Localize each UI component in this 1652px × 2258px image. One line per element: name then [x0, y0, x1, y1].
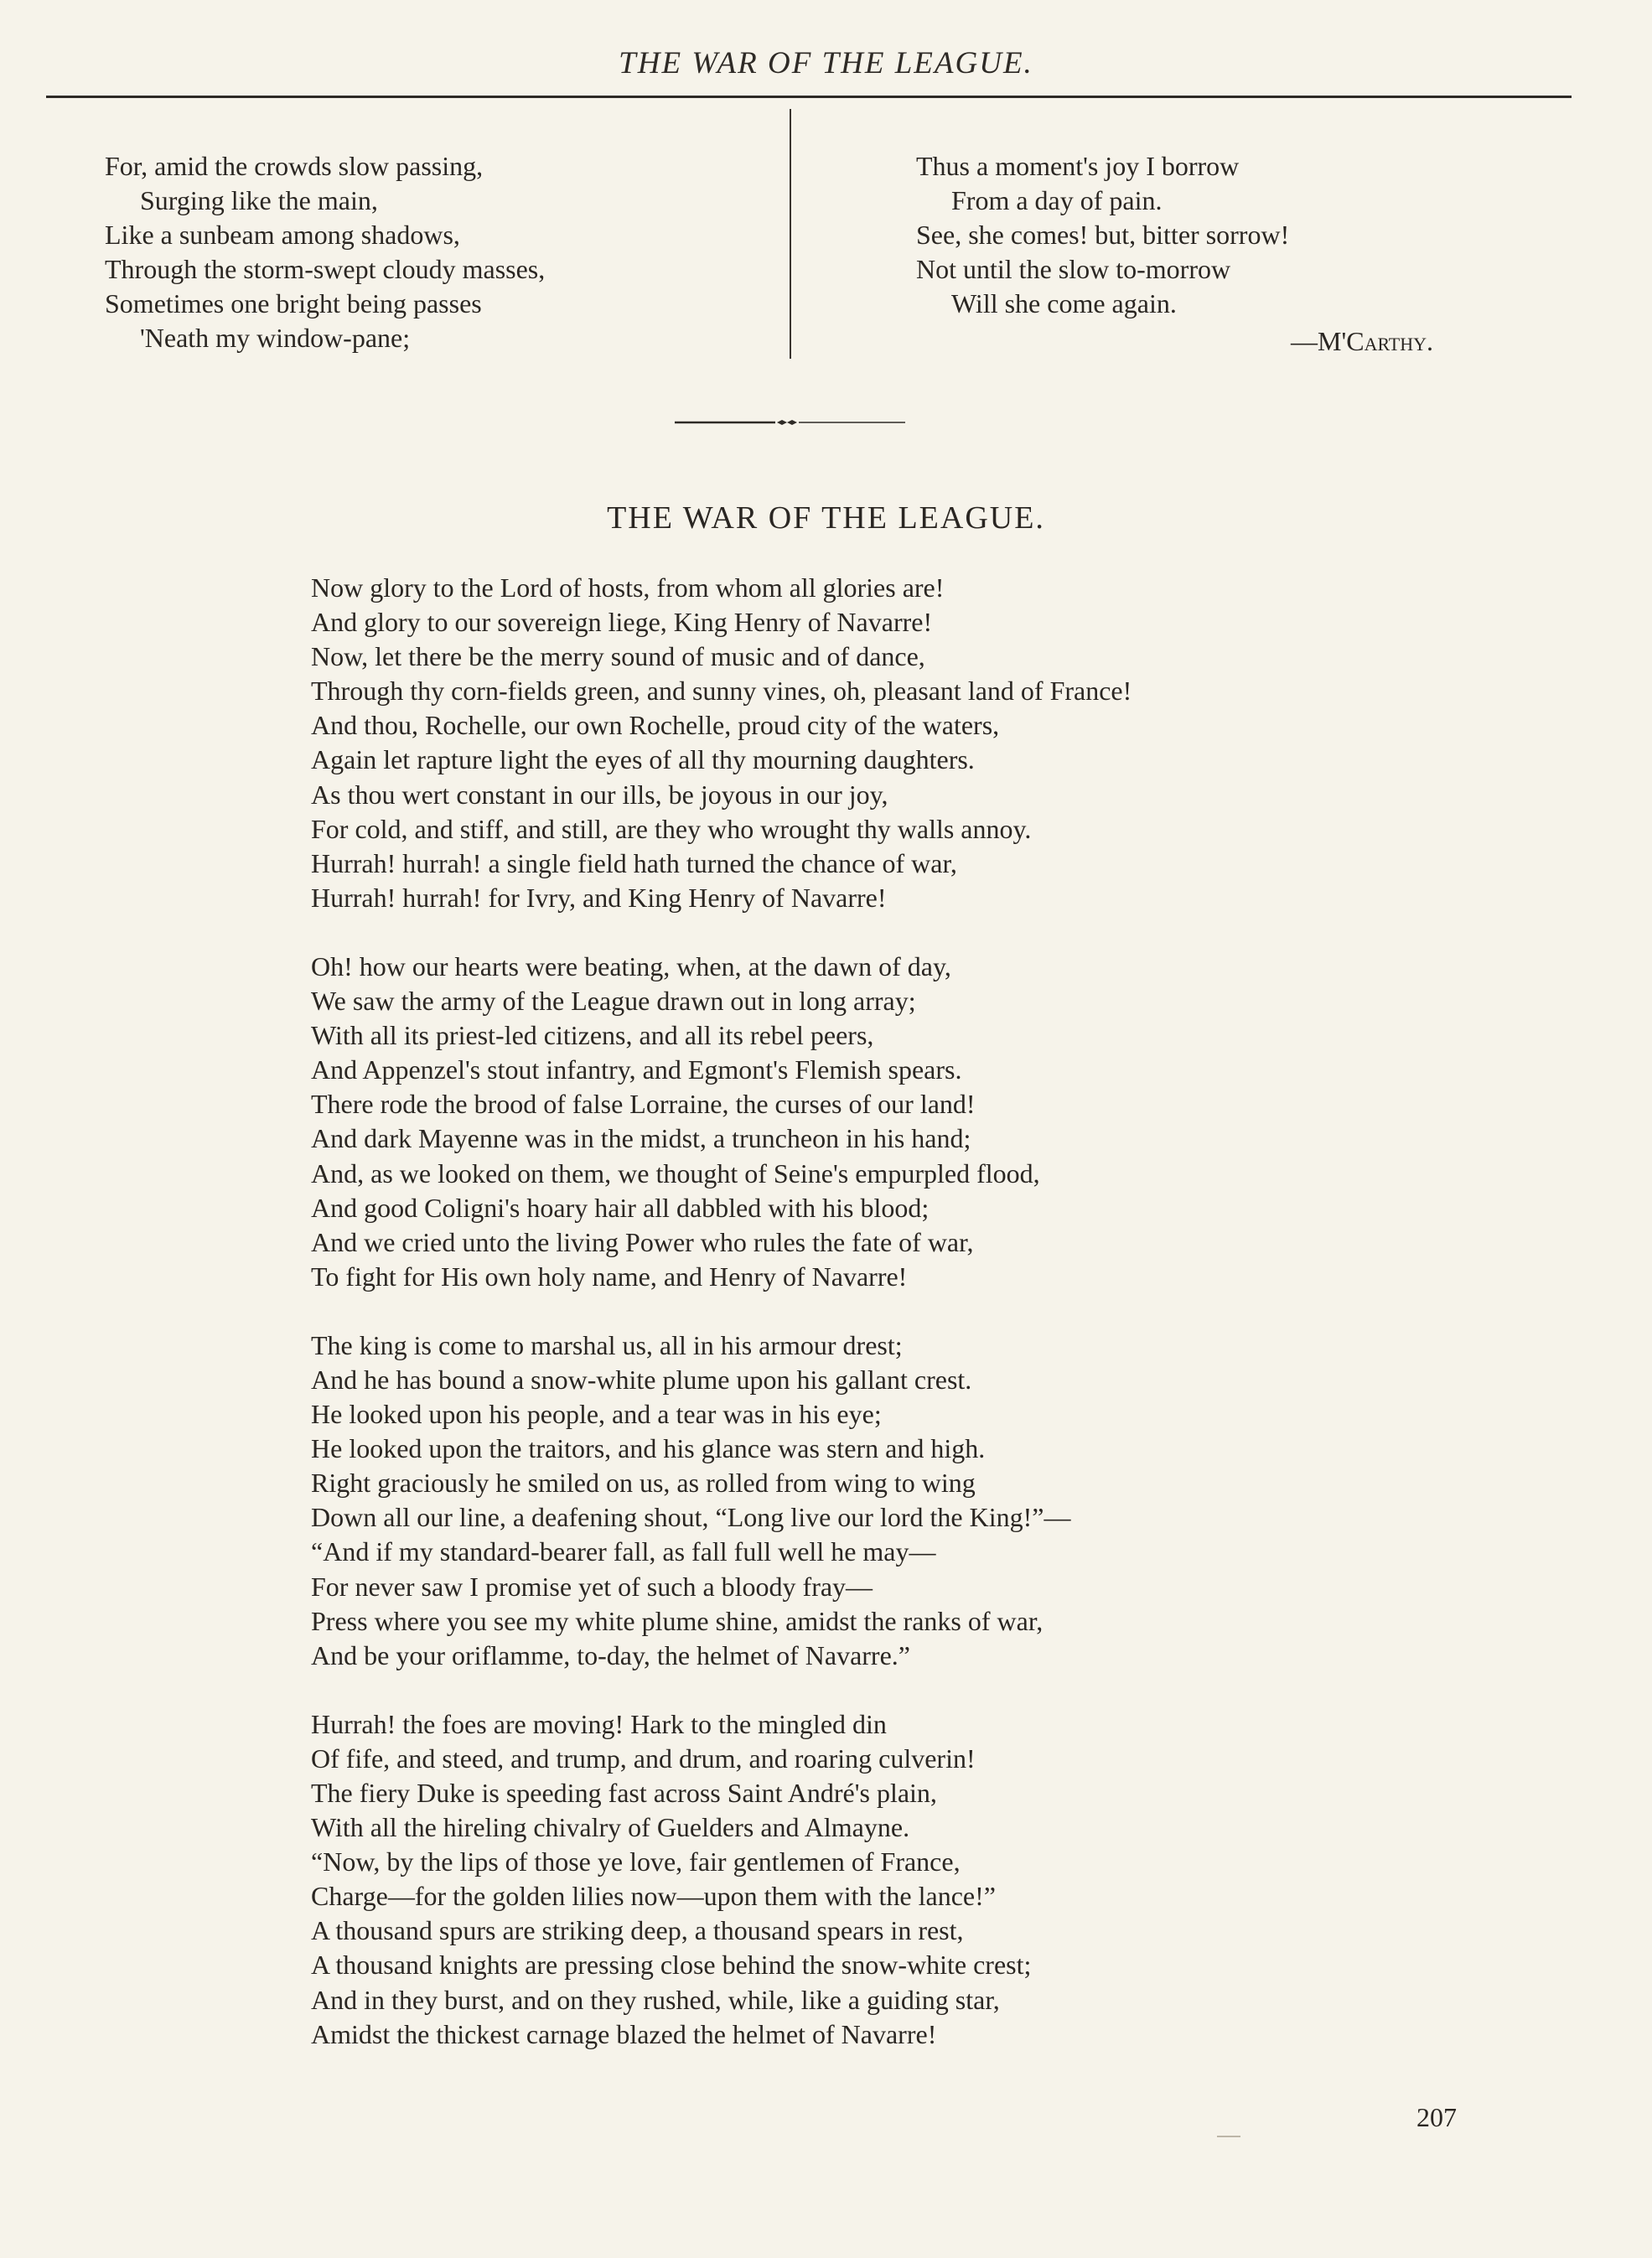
- verse-line: Charge—for the golden lilies now—upon them with the lance!”: [311, 1881, 996, 1912]
- verse-line: He looked upon his people, and a tear was in his eye;: [311, 1399, 882, 1430]
- verse-line: And thou, Rochelle, our own Rochelle, proud city of the waters,: [311, 710, 1000, 741]
- verse-line: And be your oriflamme, to-day, the helmet of Navarre.”: [311, 1639, 910, 1670]
- stanza-1: [311, 571, 1132, 915]
- running-head: THE WAR OF THE LEAGUE.: [619, 46, 1033, 80]
- verse-line: And he has bound a snow-white plume upon his gallant crest.: [311, 1364, 972, 1395]
- author-attribution: —M'Carthy.: [1291, 326, 1434, 356]
- verse-line: For never saw I promise yet of such a bloody fray—: [311, 1571, 873, 1602]
- verse-line: And Appenzel's stout infantry, and Egmont's Flemish spears.: [311, 1054, 962, 1085]
- verse-line: Of fife, and steed, and trump, and drum, and roaring culverin!: [311, 1743, 976, 1774]
- verse-line: And, as we looked on them, we thought of Seine's empurpled flood,: [311, 1157, 1040, 1189]
- verse-line: A thousand spurs are striking deep, a thousand spears in rest,: [311, 1915, 964, 1946]
- poem-body: [311, 571, 1132, 2052]
- previous-poem-right-column: [916, 149, 1289, 321]
- verse-line: “Now, by the lips of those ye love, fair gentlemen of France,: [311, 1846, 961, 1877]
- verse-line: Down all our line, a deafening shout, “Long live our lord the King!”—: [311, 1502, 1071, 1533]
- verse-line: Amidst the thickest carnage blazed the helmet of Navarre!: [311, 2018, 937, 2049]
- verse-line: For, amid the crowds slow passing,: [105, 151, 484, 181]
- verse-line: Again let rapture light the eyes of all thy mourning daughters.: [311, 744, 975, 775]
- verse-line: To fight for His own holy name, and Henry of Navarre!: [311, 1261, 908, 1292]
- verse-line: We saw the army of the League drawn out in long array;: [311, 986, 916, 1017]
- verse-line: Hurrah! the foes are moving! Hark to the mingled din: [311, 1708, 887, 1739]
- verse-line: Now, let there be the merry sound of music and of dance,: [311, 641, 925, 672]
- verse-line: Will she come again.: [951, 288, 1177, 319]
- verse-line: “And if my standard-bearer fall, as fall full well he may—: [311, 1536, 936, 1567]
- stanza-3: [311, 1328, 1132, 1673]
- previous-poem-left-column: [105, 149, 545, 355]
- verse-line: Not until the slow to-morrow: [916, 254, 1231, 284]
- print-mark: [1217, 2136, 1240, 2137]
- verse-line: Hurrah! hurrah! a single field hath turned the chance of war,: [311, 847, 957, 878]
- poem-title: THE WAR OF THE LEAGUE.: [607, 500, 1045, 536]
- verse-line: And good Coligni's hoary hair all dabbled with his blood;: [311, 1192, 930, 1223]
- verse-line: See, she comes! but, bitter sorrow!: [916, 220, 1290, 250]
- verse-line: Press where you see my white plume shine, amidst the ranks of war,: [311, 1605, 1044, 1636]
- verse-line: Hurrah! hurrah! for Ivry, and King Henry of Navarre!: [311, 882, 887, 913]
- verse-line: The king is come to marshal us, all in his armour drest;: [311, 1329, 903, 1360]
- verse-line: Oh! how our hearts were beating, when, at the dawn of day,: [311, 950, 951, 981]
- verse-line: Thus a moment's joy I borrow: [916, 151, 1240, 181]
- verse-line: Surging like the main,: [140, 185, 378, 215]
- stanza-gap: [311, 1673, 1132, 1707]
- verse-line: Sometimes one bright being passes: [105, 288, 482, 319]
- stanza-4: [311, 1707, 1132, 2052]
- verse-line: Like a sunbeam among shadows,: [105, 220, 460, 250]
- stanza-2: [311, 950, 1132, 1294]
- verse-line: For cold, and stiff, and still, are they who wrought thy walls annoy.: [311, 813, 1032, 844]
- page-number: 207: [1416, 2102, 1457, 2132]
- verse-line: From a day of pain.: [951, 185, 1163, 215]
- verse-line: The fiery Duke is speeding fast across Saint André's plain,: [311, 1778, 937, 1808]
- verse-line: And dark Mayenne was in the midst, a truncheon in his hand;: [311, 1123, 971, 1154]
- verse-line: And glory to our sovereign liege, King Henry of Navarre!: [311, 607, 933, 638]
- verse-line: Through thy corn-fields green, and sunny vines, oh, pleasant land of France!: [311, 676, 1132, 707]
- verse-line: Right graciously he smiled on us, as rolled from wing to wing: [311, 1468, 976, 1499]
- verse-line: A thousand knights are pressing close behind the snow-white crest;: [311, 1950, 1032, 1981]
- verse-line: And in they burst, and on they rushed, while, like a guiding star,: [311, 1984, 1000, 2015]
- column-divider: [790, 109, 791, 359]
- verse-line: There rode the brood of false Lorraine, the curses of our land!: [311, 1089, 976, 1120]
- section-ornament: [675, 419, 905, 426]
- verse-line: And we cried unto the living Power who rules the fate of war,: [311, 1226, 974, 1257]
- verse-line: He looked upon the traitors, and his glance was stern and high.: [311, 1433, 986, 1464]
- verse-line: Through the storm-swept cloudy masses,: [105, 254, 546, 284]
- header-rule: [46, 96, 1572, 98]
- verse-line: As thou wert constant in our ills, be joyous in our joy,: [311, 779, 888, 810]
- stanza-gap: [311, 915, 1132, 950]
- verse-line: With all the hireling chivalry of Guelders and Almayne.: [311, 1812, 910, 1843]
- verse-line: 'Neath my window-pane;: [140, 323, 411, 353]
- verse-line: Now glory to the Lord of hosts, from whom all glories are!: [311, 572, 945, 603]
- verse-line: With all its priest-led citizens, and all its rebel peers,: [311, 1020, 874, 1051]
- stanza-gap: [311, 1294, 1132, 1328]
